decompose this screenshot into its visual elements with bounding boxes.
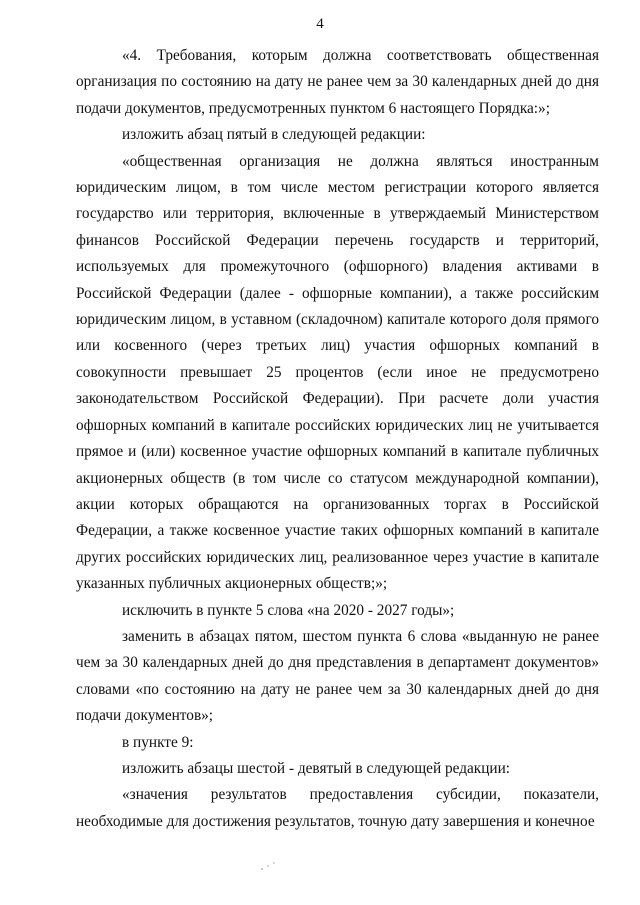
paragraph-offshore-requirement: «общественная организация не должна являться иностранным юридическим лицом, в том числе местом регистрации которого является государство или территория, включенные в утверждаемый Министерством финансов Российской Федерации перечень государств и территорий, используемых для промежуточного (офшорного) владения активами в Российской Федерации (далее - офшорные компании), а также российским юридическим лицом, в уставном (складочном) капитале которого доля прямого или косвенного (через третьих лиц) участия офшорных компаний в совокупности превышает 25 процентов (если иное не предусмотрено законодательством Российской Федерации). При расчете доли участия офшорных компаний в капитале российских юридических лиц не учитывается прямое и (или) косвенное участие офшорных компаний в капитале публичных акционерных обществ (в том числе со статусом международной компании), акции которых обращаются на организованных торгах в Российской Федерации, а также косвенное участие таких офшорных компаний в капитале других российских юридических лиц, реализованное через участие в капитале указанных публичных акционерных обществ;»;: [76, 152, 599, 593]
paragraph-requirements-heading: «4. Требования, которым должна соответствовать общественная организация по состоянию на дату не ранее чем за 30 календарных дней до дня подачи документов, предусмотренных пунктом 6 настоящего Порядка:»;: [76, 47, 599, 117]
page-number: 4: [316, 16, 324, 32]
paragraph-point-9: в пункте 9:: [122, 733, 194, 751]
paragraph-edit-instruction-4: изложить абзацы шестой - девятый в следующей редакции:: [122, 759, 511, 777]
document-body: [76, 43, 599, 835]
paragraph-edit-instruction-1: изложить абзац пятый в следующей редакции:: [122, 126, 426, 144]
scan-artifact: [259, 860, 277, 872]
paragraph-results-values: «значения результатов предоставления субсидии, показатели, необходимые для достижения результатов, точную дату завершения и конечное: [76, 786, 599, 830]
paragraph-edit-instruction-3: заменить в абзацах пятом, шестом пункта 6 слова «выданную не ранее чем за 30 календарных дней до дня представления в департамент документов» словами «по состоянию на дату не ранее чем за 30 календарных дней до дня подачи документов»;: [76, 627, 599, 725]
paragraph-edit-instruction-2: исключить в пункте 5 слова «на 2020 - 2027 годы»;: [122, 601, 455, 619]
